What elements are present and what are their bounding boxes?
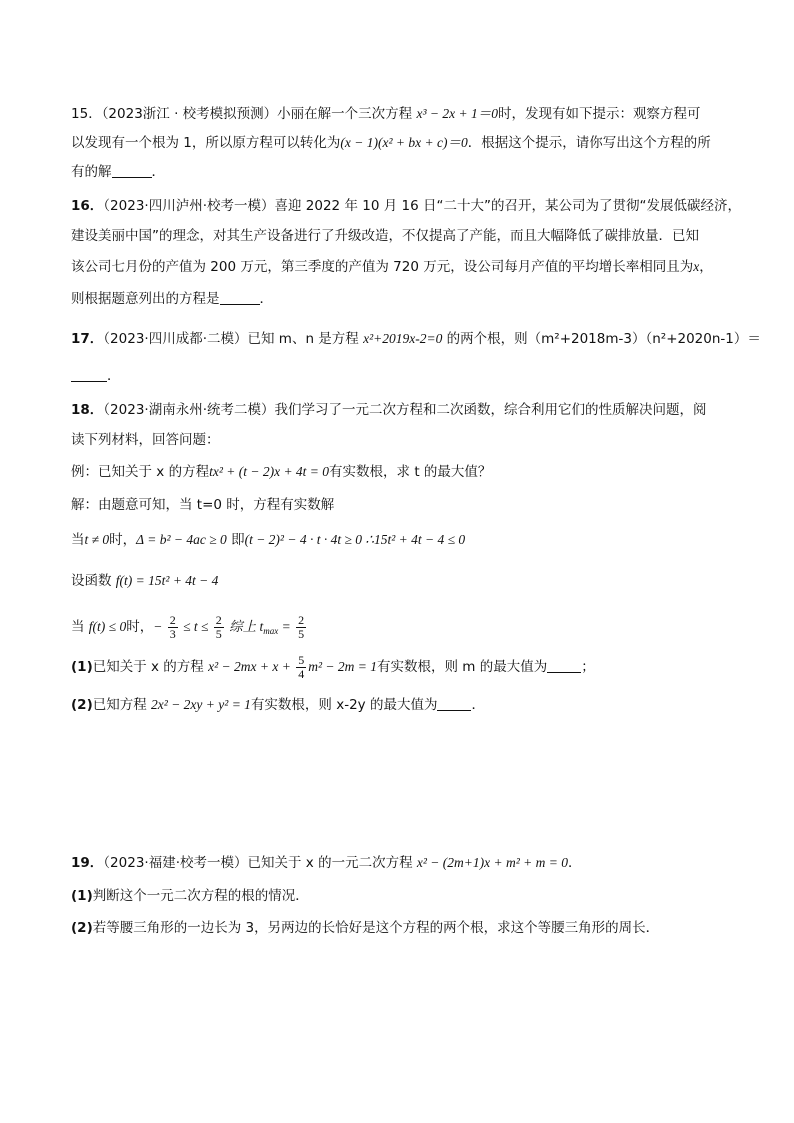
q18-solution-step-2: 设函数 f(t) = 15t² + 4t − 4: [71, 573, 219, 589]
q15-line-3: 有的解 ．: [71, 164, 165, 180]
q17-line-1: 17．（2023·四川成都·二模）已知 m、n 是方程 x²+2019x-2=0 的两个根，则（m²+2018m-3）（n²+2020n-1）＝: [71, 331, 761, 347]
q16-number: 16: [71, 198, 90, 214]
fraction: $\frac{2}{3}$: [169, 612, 176, 641]
q16-answer-blank[interactable]: [220, 290, 260, 305]
q15-answer-blank[interactable]: [112, 163, 152, 178]
q18-line-2: 读下列材料，回答问题：: [71, 432, 220, 448]
q17-line-2: ．: [71, 366, 121, 386]
q18-example-equation: tx² + (t − 2)x + 4t = 0: [209, 464, 330, 479]
q18-line-1: 18．（2023·湖南永州·统考二模）我们学习了一元二次方程和二次函数，综合利用它们的性质解决问题，阅: [71, 402, 707, 418]
q16-source: （2023·四川泸州·校考一模）: [103, 198, 275, 214]
q18-source: （2023·湖南永州·统考二模）: [103, 402, 275, 418]
q18-part-2-answer-blank[interactable]: [437, 696, 471, 711]
q18-part-1: (1)已知关于 x 的方程 x² − 2mx + x + $\frac{5}{4}$ m² − 2m = 1有实数根，则 m 的最大值为 ；: [71, 652, 595, 681]
q18-solution-intro: 解：由题意可知，当 t=0 时，方程有实数解: [71, 497, 335, 513]
q18-number: 18: [71, 402, 90, 418]
q16-line-3: 该公司七月份的产值为 200 万元，第三季度的产值为 720 万元，设公司每月产值的平均增长率相同且为x，: [71, 259, 713, 275]
q18-part-2: (2)已知方程 2x² − 2xy + y² = 1有实数根，则 x-2y 的最大值为 ．: [71, 697, 485, 713]
fraction: $\frac{2}{5}$: [298, 612, 305, 641]
q19-part-2: (2)若等腰三角形的一边长为 3，另两边的长恰好是这个方程的两个根，求这个等腰三角形的周长．: [71, 920, 660, 936]
q18-example: 例：已知关于 x 的方程tx² + (t − 2)x + 4t = 0有实数根，求 t 的最大值？: [71, 464, 492, 480]
q18-part-1-answer-blank[interactable]: [547, 658, 581, 673]
q15-line-1: 15．（2023浙江 · 校考模拟预测）小丽在解一个三次方程 x³ − 2x + 1＝0时，发现有如下提示：观察方程可: [71, 106, 701, 122]
fraction: $\frac{5}{4}$: [298, 652, 305, 681]
q17-source: （2023·四川成都·二模）: [103, 331, 248, 347]
q18-solution-step-1: 当t ≠ 0时，Δ = b² − 4ac ≥ 0 即(t − 2)² − 4 · t · 4t ≥ 0 ∴15t² + 4t − 4 ≤ 0: [71, 532, 466, 548]
q15-equation: x³ − 2x + 1＝0: [416, 106, 498, 121]
q19-number: 19: [71, 855, 90, 871]
q16-line-1: 16．（2023·四川泸州·校考一模）喜迎 2022 年 10 月 16 日“二十大”的召开，某公司为了贯彻“发展低碳经济，: [71, 198, 741, 214]
q19-source: （2023·福建·校考一模）: [103, 855, 248, 871]
q15-source: （2023浙江 · 校考模拟预测）: [101, 106, 278, 122]
q17-equation: x²+2019x-2=0: [363, 331, 443, 346]
q15-number: 15: [71, 106, 89, 122]
q17-answer-blank[interactable]: [71, 367, 107, 382]
q17-number: 17: [71, 331, 90, 347]
q15-line-2: 以发现有一个根为 1，所以原方程可以转化为(x − 1)(x² + bx + c)＝0．根据这个提示，请你写出这个方程的所: [71, 135, 711, 151]
q19-part-1: (1)判断这个一元二次方程的根的情况．: [71, 888, 309, 904]
fraction: $\frac{2}{5}$: [215, 612, 222, 641]
q19-line-1: 19．（2023·福建·校考一模）已知关于 x 的一元二次方程 x² − (2m+1)x + m² + m = 0．: [71, 855, 582, 871]
q16-line-4: 则根据题意列出的方程是 ．: [71, 291, 273, 307]
q18-solution-step-3: 当 f(t) ≤ 0时，− $\frac{2}{3}$ ≤ t ≤ $\frac{2}{5}$ 综上 $t_{max}$ = $\frac{2}{5}$: [71, 612, 305, 641]
q16-line-2: 建设美丽中国”的理念，对其生产设备进行了升级改造，不仅提高了产能，而且大幅降低了碳排放量．已知: [71, 228, 699, 244]
q15-factored-equation: (x − 1)(x² + bx + c)＝0: [340, 135, 468, 150]
q19-equation: x² − (2m+1)x + m² + m = 0: [416, 855, 568, 870]
